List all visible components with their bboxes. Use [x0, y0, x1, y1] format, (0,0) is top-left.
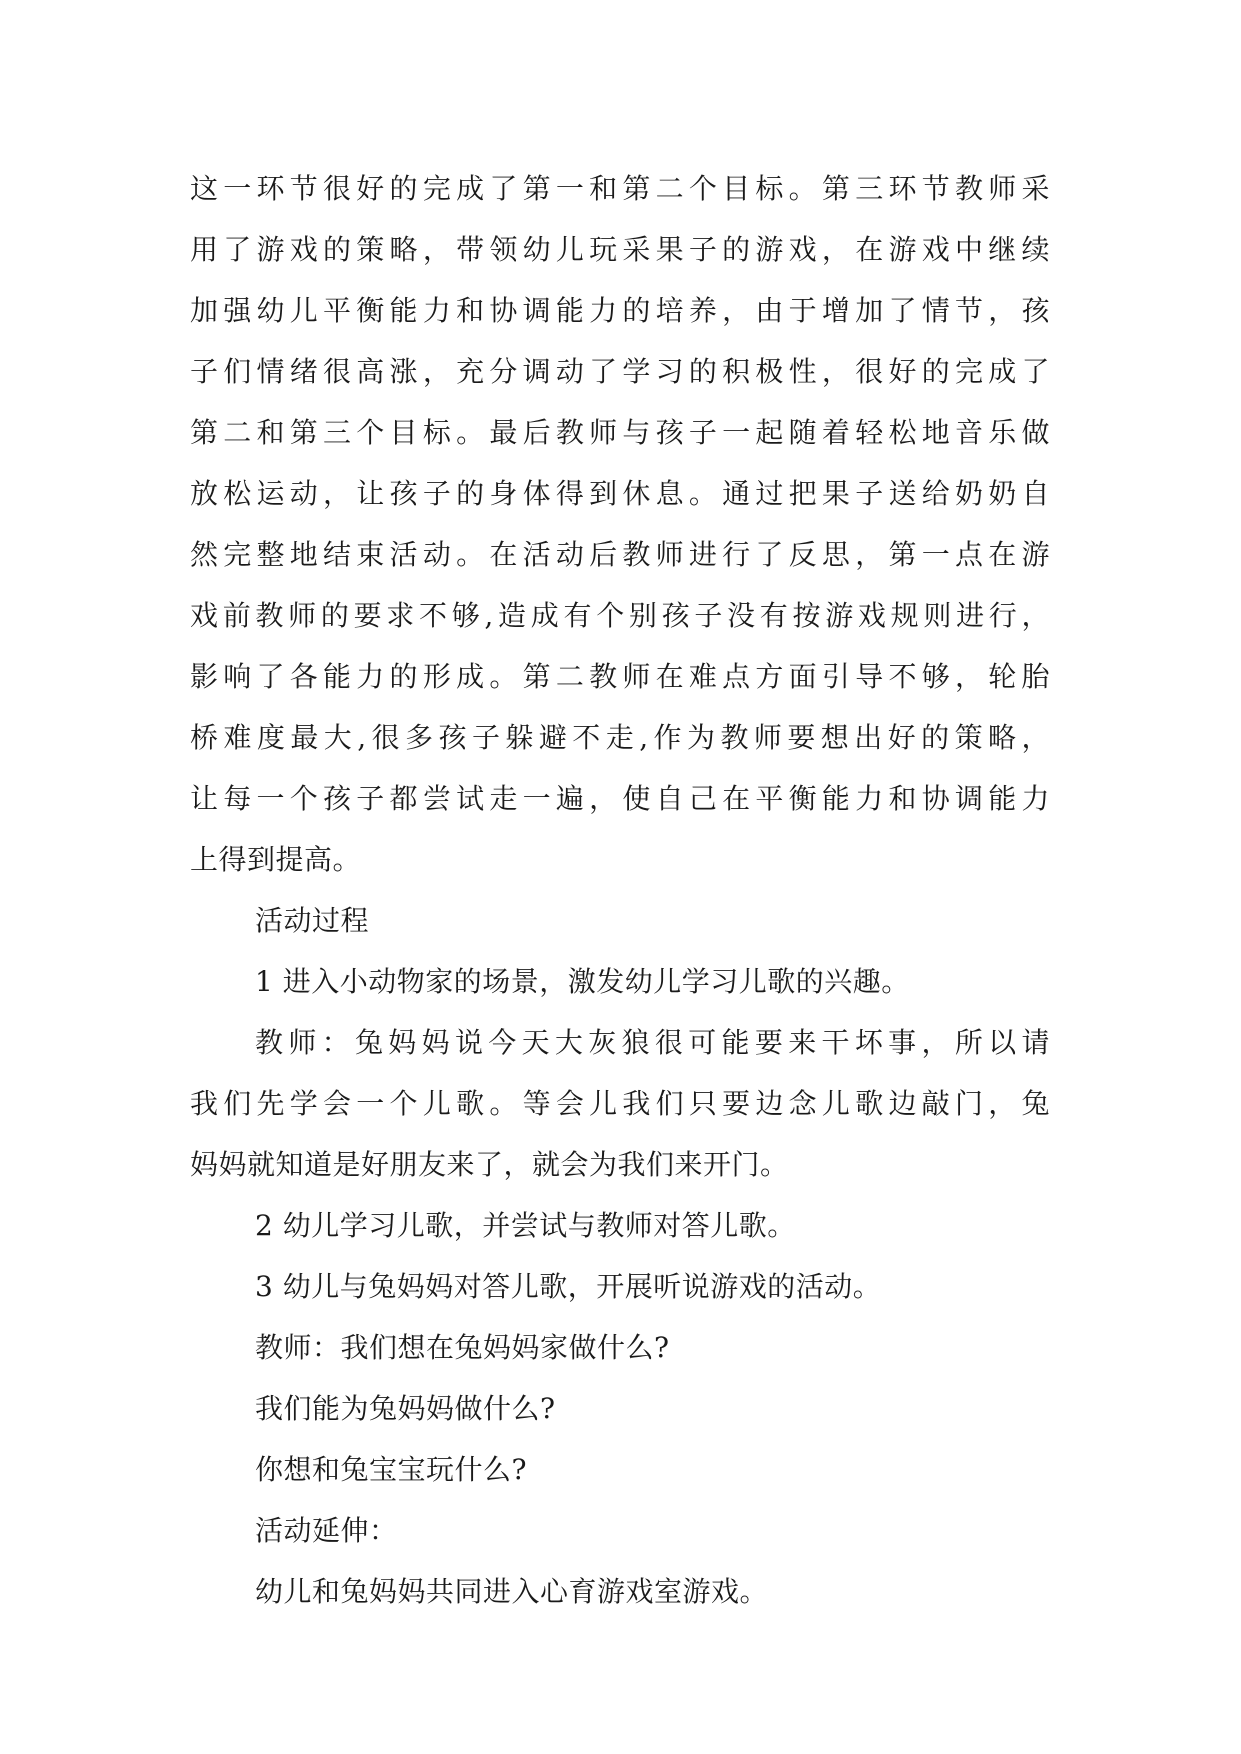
step-1: 1 进入小动物家的场景，激发幼儿学习儿歌的兴趣。	[255, 965, 910, 998]
paragraph-line: 戏前教师的要求不够,造成有个别孩子没有按游戏规则进行，	[190, 599, 1050, 632]
paragraph-line: 用了游戏的策略，带领幼儿玩采果子的游戏，在游戏中继续	[190, 233, 1050, 266]
teacher-speech-line: 妈妈就知道是好朋友来了，就会为我们来开门。	[190, 1148, 789, 1181]
document-body	[190, 158, 1050, 1622]
teacher-speech-line: 我们先学会一个儿歌。等会儿我们只要边念儿歌边敲门，兔	[190, 1087, 1050, 1120]
paragraph-line: 第二和第三个目标。最后教师与孩子一起随着轻松地音乐做	[190, 416, 1050, 449]
question-line: 你想和兔宝宝玩什么?	[255, 1453, 528, 1486]
teacher-speech-line: 教师：兔妈妈说今天大灰狼很可能要来干坏事，所以请	[255, 1026, 1050, 1059]
paragraph-line: 影响了各能力的形成。第二教师在难点方面引导不够，轮胎	[190, 660, 1050, 693]
paragraph-line: 让每一个孩子都尝试走一遍，使自己在平衡能力和协调能力	[190, 782, 1050, 815]
paragraph-line: 加强幼儿平衡能力和协调能力的培养，由于增加了情节，孩	[190, 294, 1050, 327]
extension-text: 幼儿和兔妈妈共同进入心育游戏室游戏。	[255, 1575, 769, 1608]
question-line: 教师：我们想在兔妈妈家做什么?	[255, 1331, 670, 1364]
section-heading-process: 活动过程	[255, 904, 370, 937]
paragraph-line: 这一环节很好的完成了第一和第二个目标。第三环节教师采	[190, 172, 1050, 205]
section-heading-extension: 活动延伸：	[255, 1514, 398, 1547]
step-3: 3 幼儿与兔妈妈对答儿歌，开展听说游戏的活动。	[255, 1270, 882, 1303]
paragraph-line: 放松运动，让孩子的身体得到休息。通过把果子送给奶奶自	[190, 477, 1050, 510]
paragraph-line: 上得到提高。	[190, 843, 362, 876]
step-2: 2 幼儿学习儿歌，并尝试与教师对答儿歌。	[255, 1209, 796, 1242]
question-line: 我们能为兔妈妈做什么?	[255, 1392, 556, 1425]
paragraph-line: 桥难度最大,很多孩子躲避不走,作为教师要想出好的策略，	[190, 721, 1050, 754]
paragraph-line: 子们情绪很高涨，充分调动了学习的积极性，很好的完成了	[190, 355, 1050, 388]
paragraph-line: 然完整地结束活动。在活动后教师进行了反思，第一点在游	[190, 538, 1050, 571]
